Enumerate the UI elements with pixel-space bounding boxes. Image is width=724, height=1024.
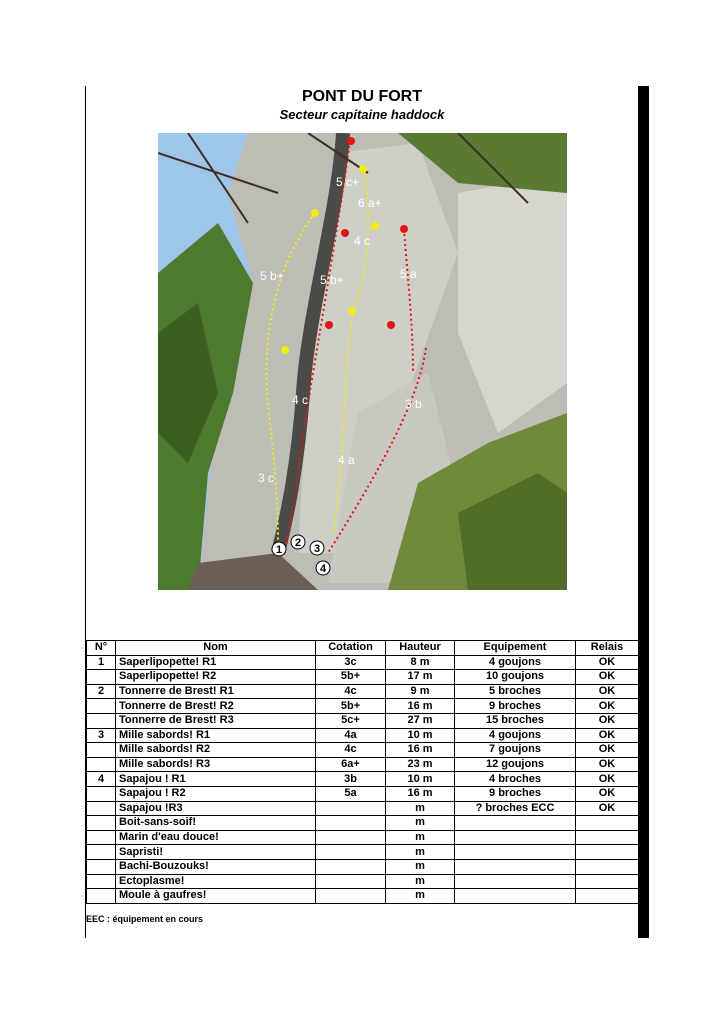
route-grade [316, 845, 386, 860]
header-cotation: Cotation [316, 641, 386, 656]
route-name: Marin d'eau douce! [116, 830, 316, 845]
route-label: 3 c [258, 471, 275, 485]
route-equipment: ? broches ECC [455, 801, 576, 816]
route-number: 1 [87, 655, 116, 670]
table-row [87, 845, 639, 860]
route-name: Sapristi! [116, 845, 316, 860]
route-relay [576, 889, 639, 904]
route-name: Saperlipopette! R1 [116, 655, 316, 670]
route-grade: 6a+ [316, 757, 386, 772]
table-row [87, 743, 639, 758]
right-page-bar [638, 86, 649, 938]
route-label: 4 a [338, 453, 355, 467]
table-row [87, 728, 639, 743]
route-grade [316, 874, 386, 889]
route-relay: OK [576, 713, 639, 728]
route-equipment: 12 goujons [455, 757, 576, 772]
route-height: m [386, 816, 455, 831]
route-grade [316, 801, 386, 816]
route-height: m [386, 889, 455, 904]
route-relay [576, 816, 639, 831]
route-height: 9 m [386, 684, 455, 699]
table-row [87, 801, 639, 816]
route-relay [576, 845, 639, 860]
route-height: m [386, 830, 455, 845]
relay-dot-yellow [359, 165, 367, 173]
route-number [87, 830, 116, 845]
table-row [87, 713, 639, 728]
route-grade: 4c [316, 743, 386, 758]
route-number [87, 816, 116, 831]
route-number [87, 713, 116, 728]
route-relay: OK [576, 743, 639, 758]
route-name: Tonnerre de Brest! R1 [116, 684, 316, 699]
route-height: m [386, 859, 455, 874]
route-grade: 5b+ [316, 699, 386, 714]
route-label: 4 c [292, 393, 309, 407]
header-hauteur: Hauteur [386, 641, 455, 656]
route-label: 5 b+ [260, 269, 284, 283]
footnote: EEC : équipement en cours [86, 914, 204, 924]
route-equipment: 9 broches [455, 699, 576, 714]
route-height: 10 m [386, 772, 455, 787]
header-num: N° [87, 641, 116, 656]
route-height: m [386, 801, 455, 816]
route-grade: 5c+ [316, 713, 386, 728]
table-row [87, 699, 639, 714]
route-height: 16 m [386, 699, 455, 714]
relay-dot-red [400, 225, 408, 233]
route-equipment [455, 859, 576, 874]
route-grade: 3b [316, 772, 386, 787]
table-row [87, 816, 639, 831]
route-name: Mille sabords! R2 [116, 743, 316, 758]
route-equipment: 4 goujons [455, 655, 576, 670]
table-row [87, 684, 639, 699]
relay-dot-red [387, 321, 395, 329]
route-equipment: 15 broches [455, 713, 576, 728]
route-grade [316, 889, 386, 904]
route-equipment [455, 816, 576, 831]
start-marker: 1 [275, 544, 283, 556]
route-name: Bachi-Bouzouks! [116, 859, 316, 874]
route-name: Tonnerre de Brest! R3 [116, 713, 316, 728]
crag-photo [158, 133, 567, 590]
route-equipment [455, 874, 576, 889]
relay-dot-red [347, 137, 355, 145]
route-equipment [455, 830, 576, 845]
route-name: Sapajou ! R1 [116, 772, 316, 787]
table-row [87, 655, 639, 670]
table-row [87, 772, 639, 787]
table-row [87, 889, 639, 904]
route-relay: OK [576, 772, 639, 787]
route-grade [316, 816, 386, 831]
relay-dot-red [325, 321, 333, 329]
route-equipment: 10 goujons [455, 670, 576, 685]
route-number [87, 859, 116, 874]
header-equipement: Equipement [455, 641, 576, 656]
route-number [87, 699, 116, 714]
route-relay: OK [576, 655, 639, 670]
route-grade: 4c [316, 684, 386, 699]
header-nom: Nom [116, 641, 316, 656]
route-name: Boit-sans-soif! [116, 816, 316, 831]
route-number [87, 786, 116, 801]
route-grade: 3c [316, 655, 386, 670]
route-relay: OK [576, 699, 639, 714]
route-number: 2 [87, 684, 116, 699]
header-relais: Relais [576, 641, 639, 656]
table-row [87, 670, 639, 685]
page-subtitle: Secteur capitaine haddock [279, 107, 445, 122]
route-equipment: 4 goujons [455, 728, 576, 743]
route-number [87, 874, 116, 889]
route-grade: 4a [316, 728, 386, 743]
route-height: 27 m [386, 713, 455, 728]
route-relay: OK [576, 670, 639, 685]
page-title: PONT DU FORT [302, 88, 422, 105]
route-relay [576, 830, 639, 845]
route-name: Ectoplasme! [116, 874, 316, 889]
relay-dot-yellow [348, 307, 356, 315]
route-relay [576, 874, 639, 889]
route-name: Sapajou !R3 [116, 801, 316, 816]
route-equipment [455, 889, 576, 904]
route-height: m [386, 845, 455, 860]
route-grade: 5b+ [316, 670, 386, 685]
route-relay: OK [576, 786, 639, 801]
route-relay: OK [576, 684, 639, 699]
start-marker: 2 [294, 537, 302, 549]
route-label: 4 c [354, 234, 371, 248]
route-grade [316, 830, 386, 845]
route-number [87, 757, 116, 772]
table-row [87, 830, 639, 845]
route-number [87, 743, 116, 758]
table-row [87, 859, 639, 874]
route-relay [576, 859, 639, 874]
route-name: Mille sabords! R1 [116, 728, 316, 743]
route-height: 16 m [386, 743, 455, 758]
route-name: Sapajou ! R2 [116, 786, 316, 801]
route-height: m [386, 874, 455, 889]
route-relay: OK [576, 757, 639, 772]
route-name: Tonnerre de Brest! R2 [116, 699, 316, 714]
route-number [87, 670, 116, 685]
start-marker: 3 [313, 543, 321, 555]
route-label: 6 a+ [358, 196, 382, 210]
route-number [87, 889, 116, 904]
relay-dot-red [341, 229, 349, 237]
route-height: 17 m [386, 670, 455, 685]
route-name: Mille sabords! R3 [116, 757, 316, 772]
route-height: 16 m [386, 786, 455, 801]
route-label: 5 c+ [336, 175, 360, 189]
route-number [87, 801, 116, 816]
start-marker: 4 [319, 563, 327, 575]
routes-table [86, 640, 639, 904]
route-grade [316, 859, 386, 874]
route-name: Saperlipopette! R2 [116, 670, 316, 685]
relay-dot-yellow [281, 346, 289, 354]
route-relay: OK [576, 801, 639, 816]
table-row [87, 786, 639, 801]
route-height: 8 m [386, 655, 455, 670]
table-row [87, 757, 639, 772]
route-height: 23 m [386, 757, 455, 772]
route-equipment: 9 broches [455, 786, 576, 801]
relay-dot-yellow [371, 222, 379, 230]
route-number [87, 845, 116, 860]
route-equipment [455, 845, 576, 860]
table-row [87, 874, 639, 889]
route-equipment: 7 goujons [455, 743, 576, 758]
route-number: 3 [87, 728, 116, 743]
route-equipment: 4 broches [455, 772, 576, 787]
relay-dot-yellow [311, 209, 319, 217]
table-header-row [87, 641, 639, 656]
route-relay: OK [576, 728, 639, 743]
route-label: 5 b+ [320, 273, 344, 287]
route-grade: 5a [316, 786, 386, 801]
route-height: 10 m [386, 728, 455, 743]
route-equipment: 5 broches [455, 684, 576, 699]
route-name: Moule à gaufres! [116, 889, 316, 904]
route-label: 5 a [400, 267, 417, 281]
route-number: 4 [87, 772, 116, 787]
route-label: 3 b [405, 397, 422, 411]
